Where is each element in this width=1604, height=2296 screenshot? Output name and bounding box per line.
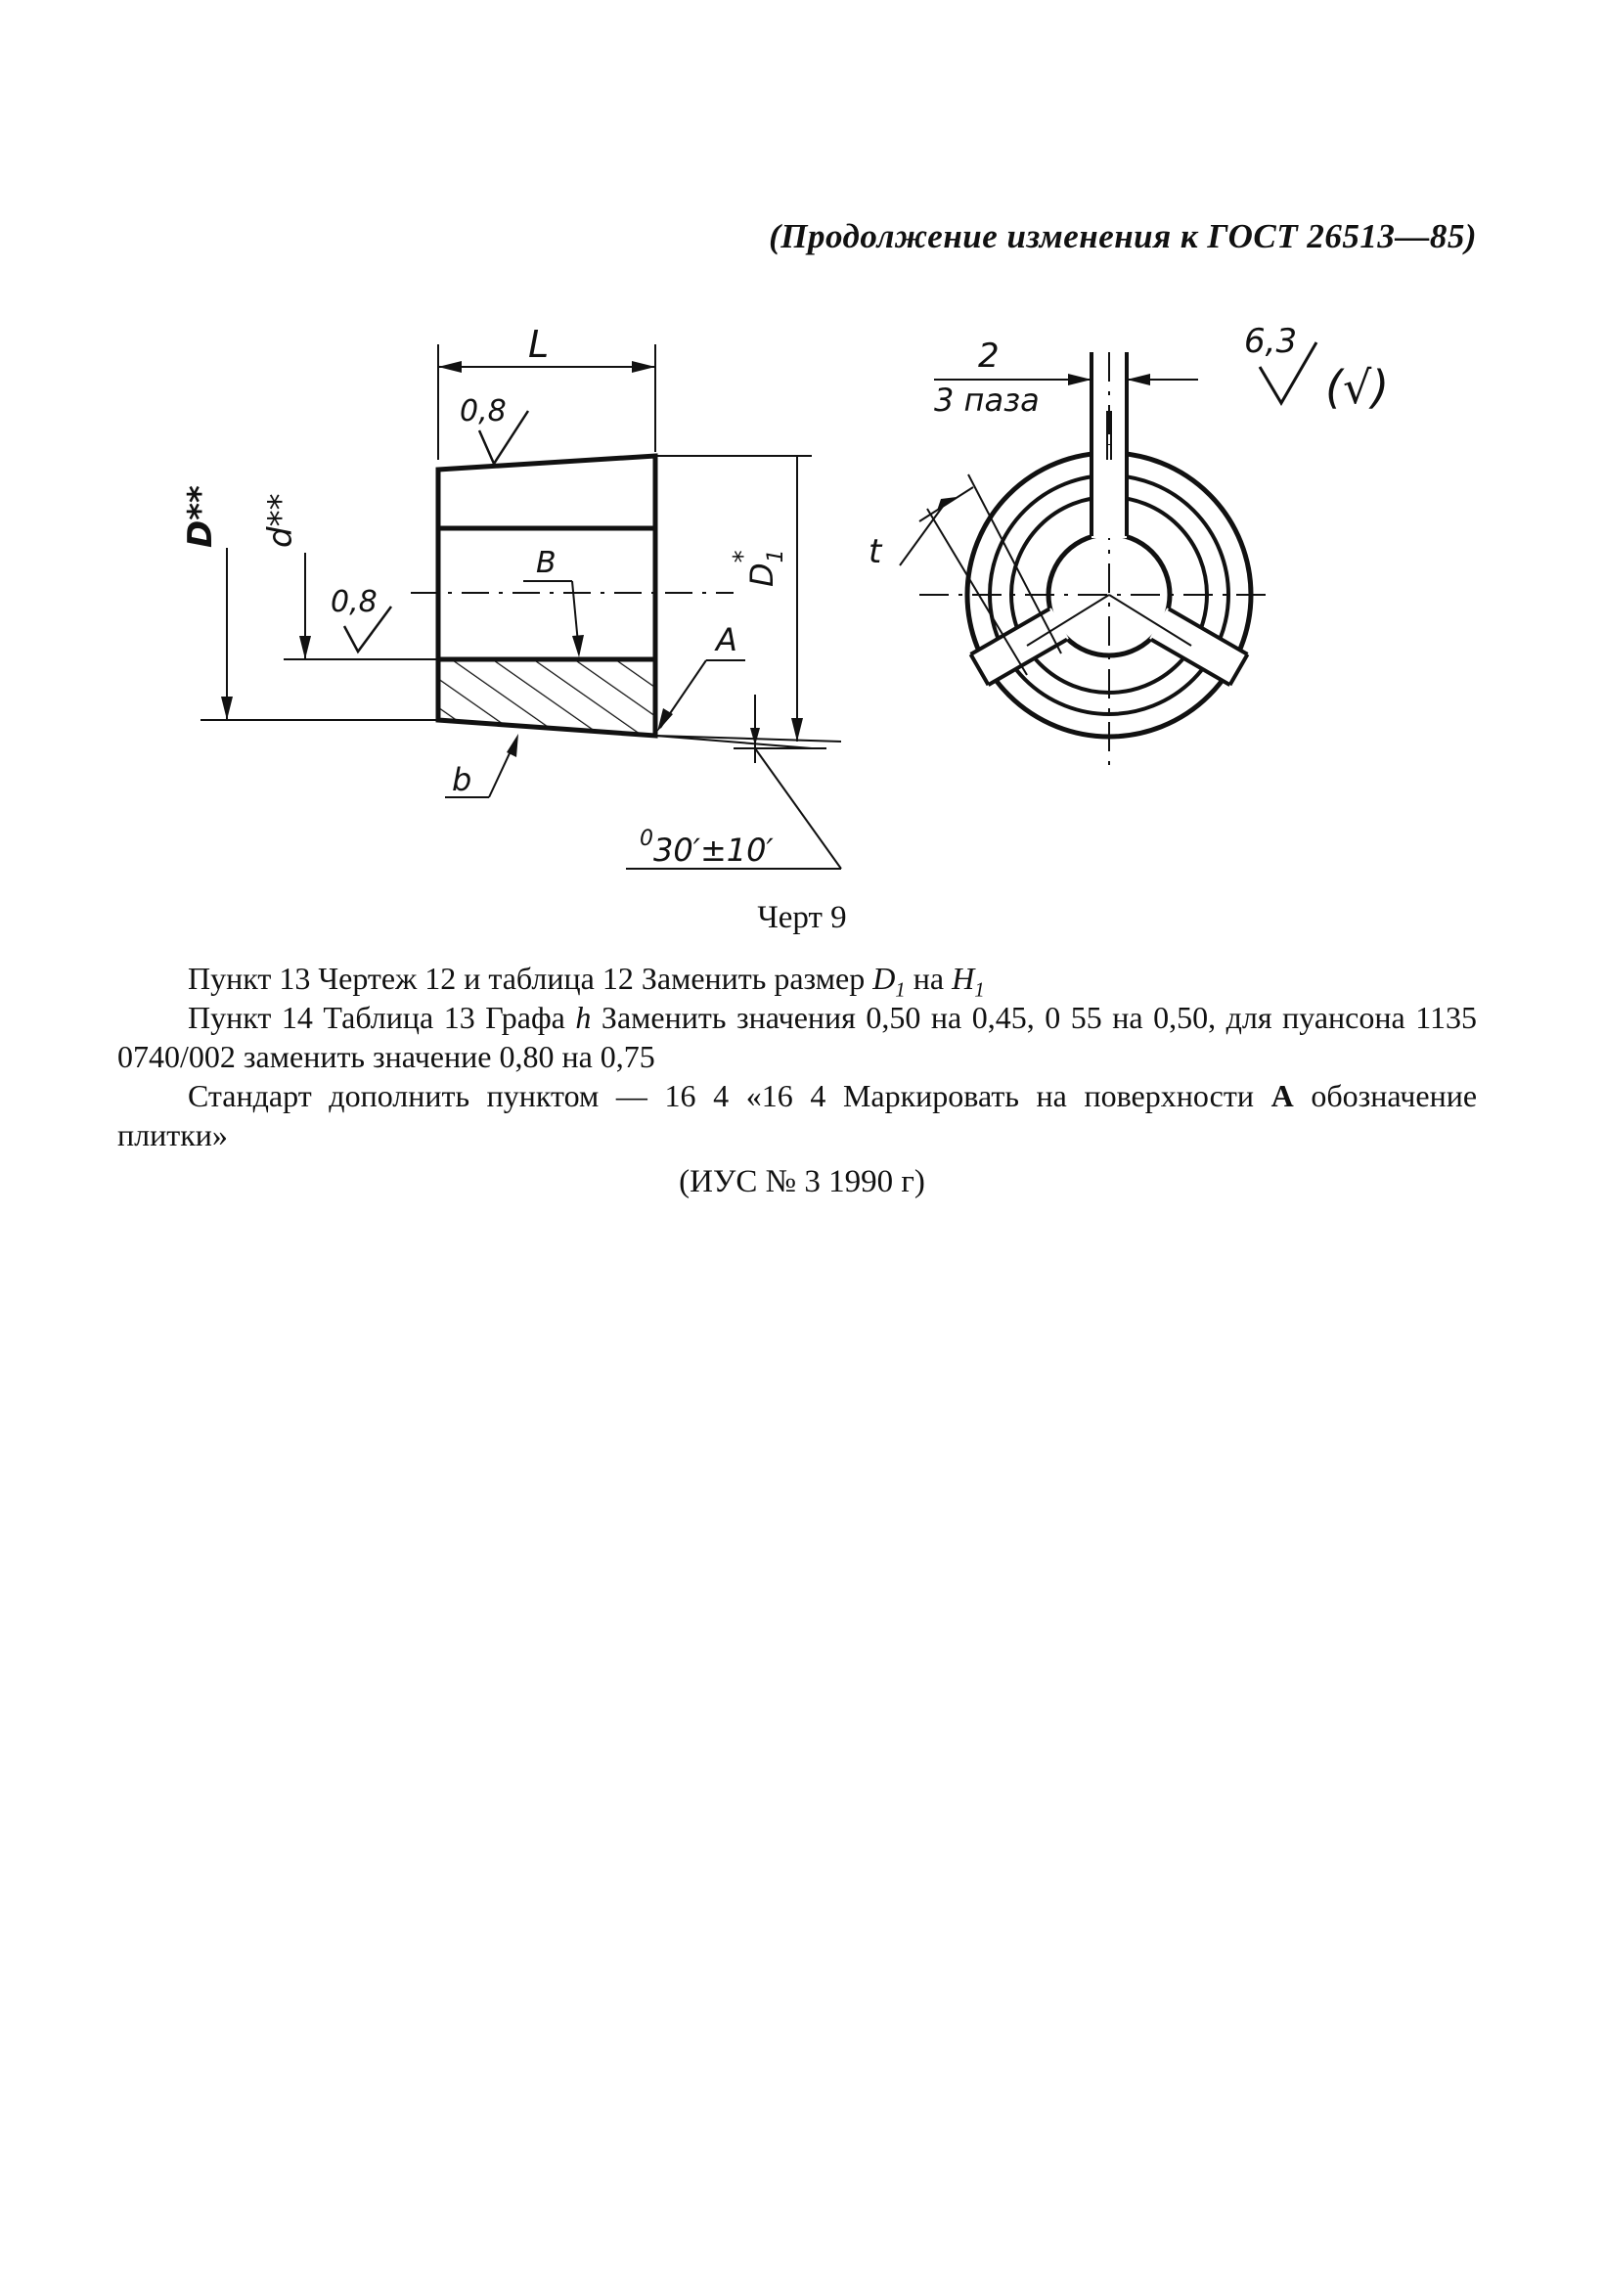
p1-text: Пункт 13 Чертеж 12 и таблица 12 Заменить размер: [188, 961, 866, 996]
label-A: A: [716, 621, 737, 658]
figure-caption: Черт 9: [757, 900, 847, 935]
p1-mid: на: [913, 961, 945, 996]
angle-value: 30′±10′: [653, 832, 774, 869]
p2-after: Заменить значения 0,50 на 0,45, 0 55 на 0,50, для пуансона 1135 0740/002 заменить значение 0,80 на 0,75: [117, 1000, 1478, 1074]
dim-D1-label: $D_1*$: [729, 549, 788, 587]
roughness-paren-symbol: (√): [1325, 361, 1390, 414]
roughness-top-value: 0,8: [460, 394, 507, 428]
label-t: t: [869, 532, 882, 571]
p2-symbol: h: [575, 1000, 592, 1035]
angle-degree: 0: [640, 827, 653, 851]
p1-symbol-h: $H_1$: [952, 961, 985, 1002]
label-B: B: [536, 546, 557, 580]
dim-L-label: L: [528, 323, 550, 366]
slot-width-value: 2: [978, 337, 1000, 376]
left-section-view: [181, 323, 841, 869]
slot-count-note: 3 паза: [934, 382, 1040, 419]
p3-before: Стандарт дополнить пунктом — 16 4 «16 4 Маркировать на поверхности: [188, 1078, 1254, 1113]
p3-after: обозначение плитки»: [117, 1078, 1478, 1152]
dim-d-label: d**: [261, 493, 300, 548]
paragraph-supplement: [117, 1076, 1477, 1154]
roughness-general-value: 6,3: [1244, 322, 1298, 361]
roughness-bore-value: 0,8: [331, 585, 378, 619]
p2-before: Пункт 14 Таблица 13 Графа: [188, 1000, 565, 1035]
dim-D-label: D**: [181, 485, 220, 548]
continuation-header: (Продолжение изменения к ГОСТ 26513—85): [769, 217, 1477, 255]
ius-reference: (ИУС № 3 1990 г): [679, 1164, 925, 1199]
label-b: b: [452, 761, 472, 798]
paragraph-item-14: [117, 998, 1477, 1076]
p3-surface-label: А: [1270, 1078, 1294, 1113]
technical-drawing: [0, 0, 1604, 939]
p1-symbol-d: $D_1$: [872, 961, 906, 1002]
right-end-view: [869, 322, 1389, 773]
